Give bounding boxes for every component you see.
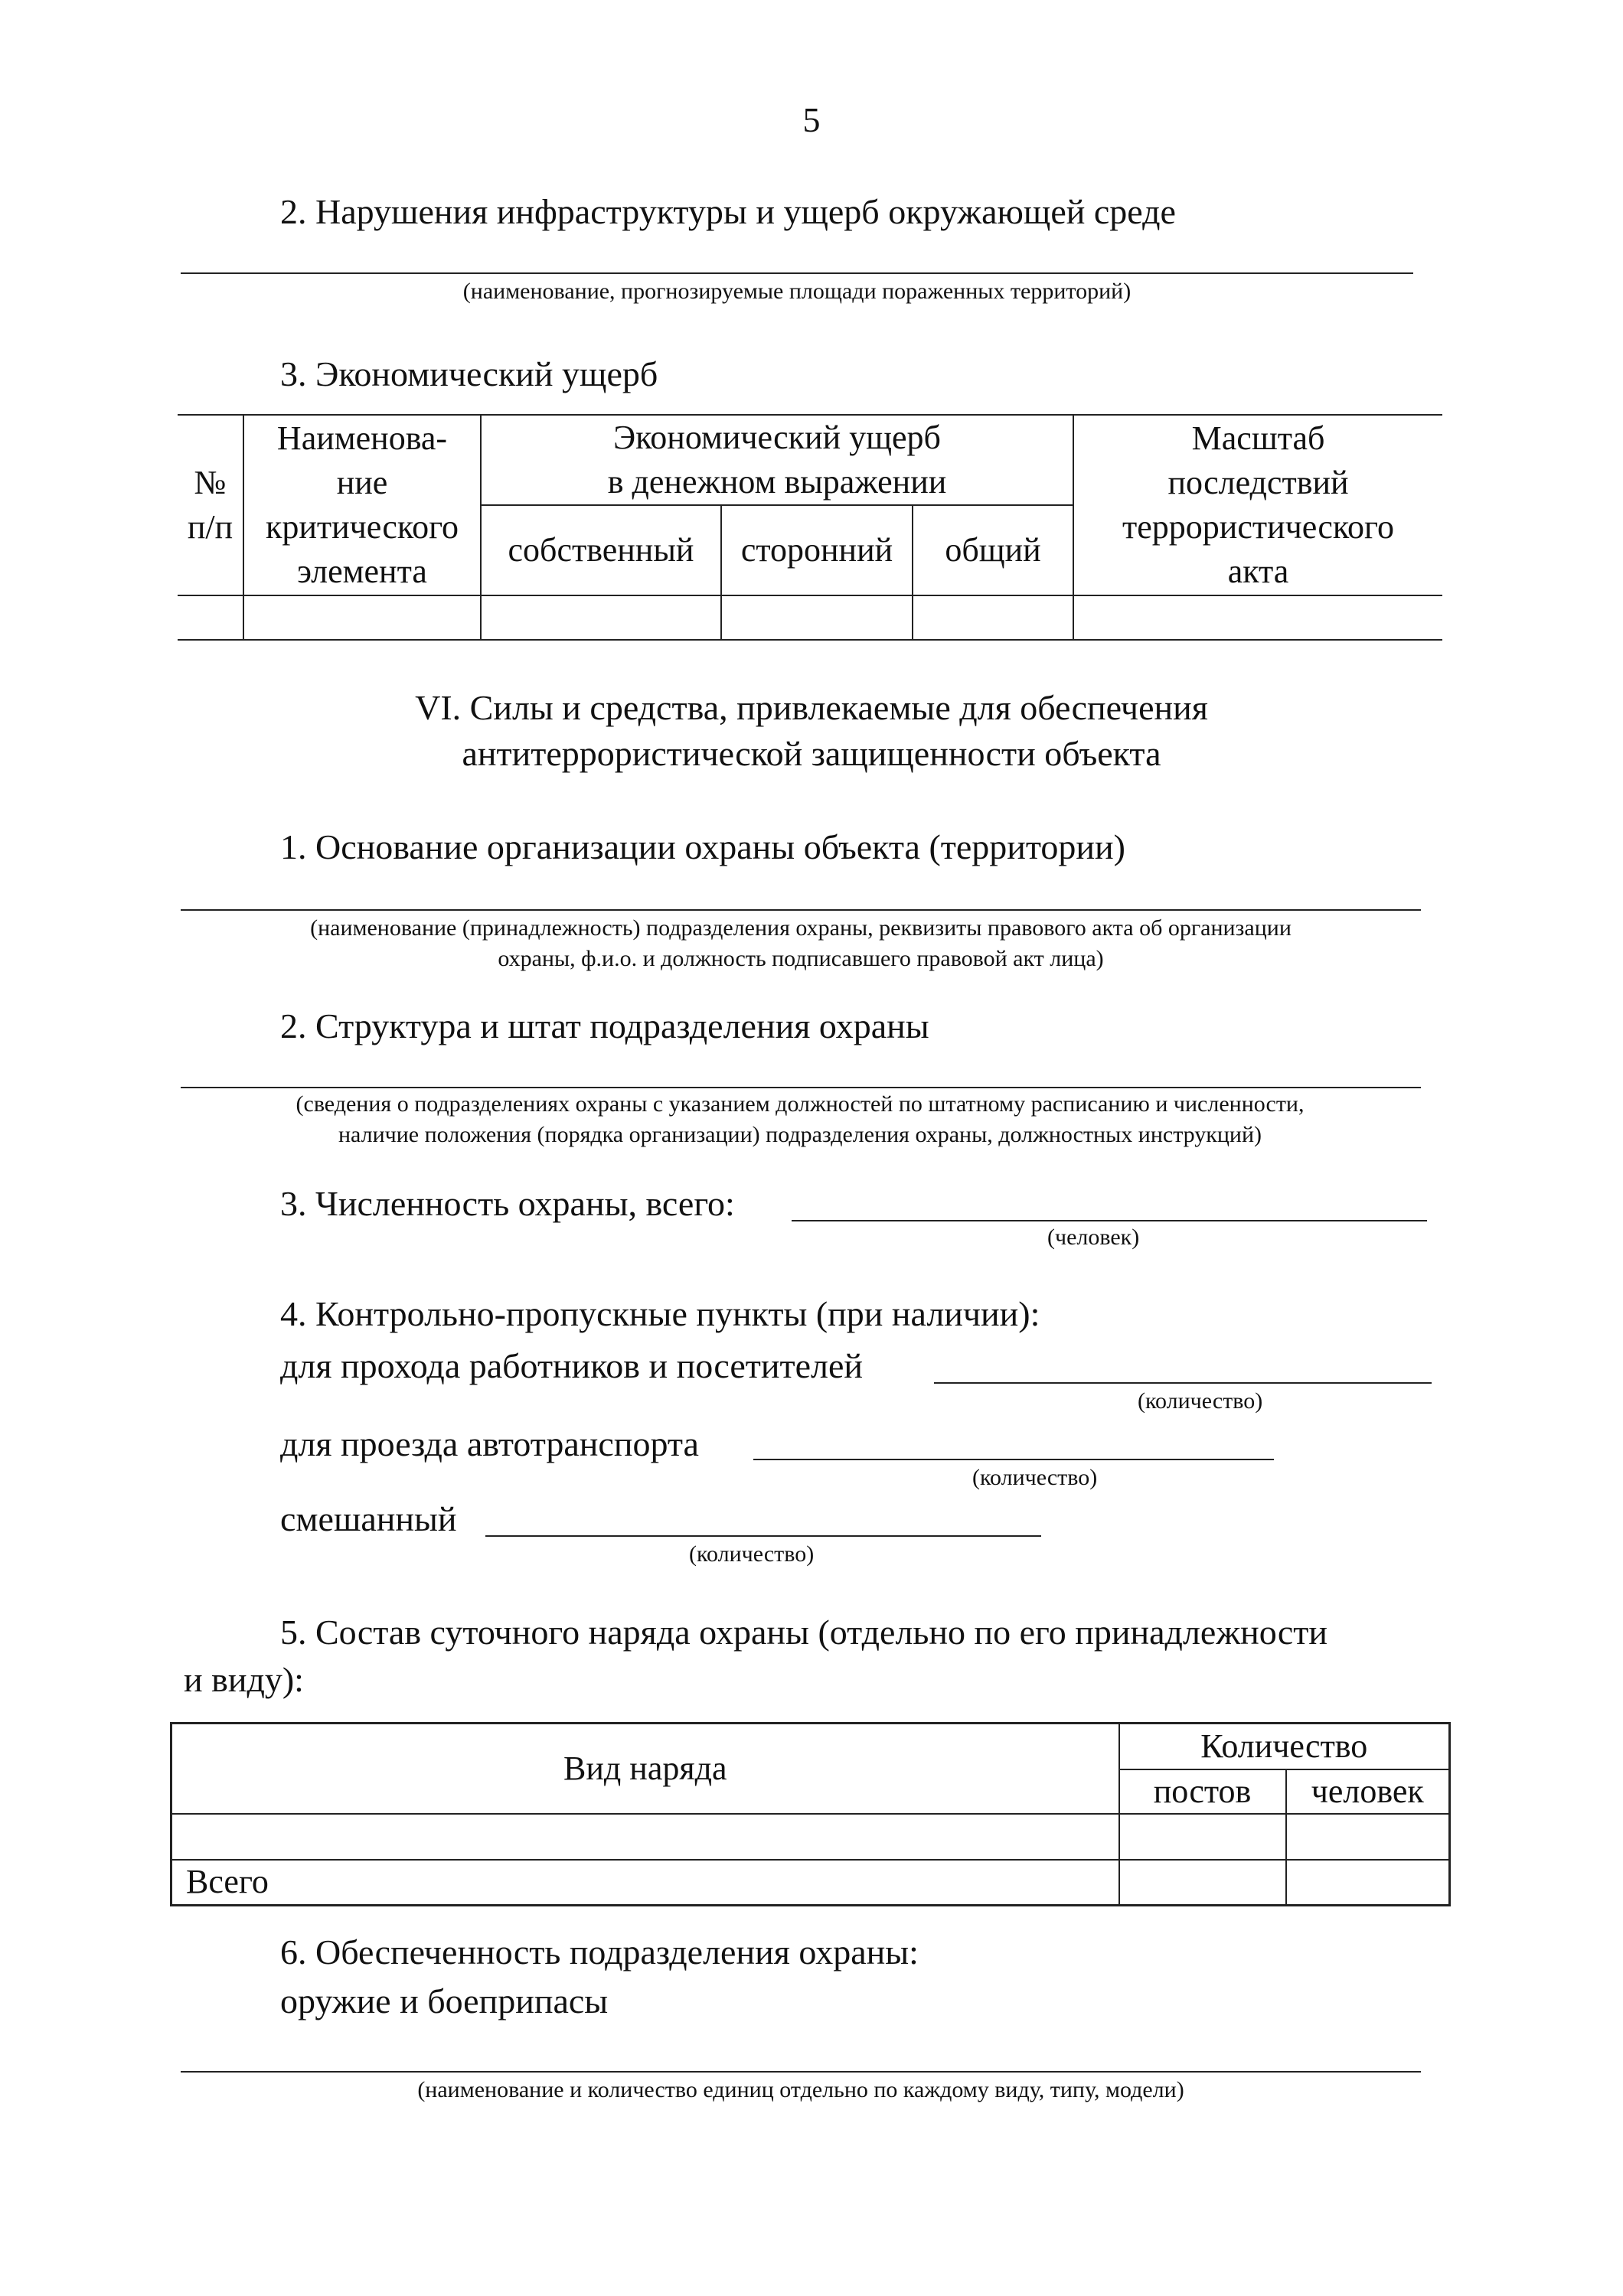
- checkpoint-walk-caption: (количество): [1138, 1388, 1263, 1414]
- table-cell: [1286, 1860, 1450, 1906]
- col-header-own: собственный: [481, 505, 721, 595]
- checkpoint-vehicle-label: для проезда автотранспорта: [280, 1424, 699, 1463]
- economic-damage-title: 3. Экономический ущерб: [280, 354, 658, 393]
- guard-headcount-caption: (человек): [1047, 1225, 1140, 1250]
- col-header-number: № п/п: [178, 415, 243, 595]
- page-number: 5: [802, 100, 821, 139]
- guard-equipment-caption: (наименование и количество единиц отдельно по каждому виду, типу, модели): [417, 2077, 1184, 2102]
- checkpoint-walk-input-line[interactable]: [934, 1382, 1432, 1384]
- col-header-posts: постов: [1119, 1769, 1286, 1814]
- guard-headcount-input-line[interactable]: [792, 1220, 1427, 1221]
- table-row: [171, 1814, 1450, 1860]
- table-row: [178, 595, 1442, 640]
- section-vi-heading-line1: VI. Силы и средства, привлекаемые для обеспечения: [415, 688, 1208, 727]
- total-label: Всего: [171, 1860, 1119, 1906]
- checkpoint-vehicle-caption: (количество): [972, 1465, 1098, 1490]
- table-cell: [178, 595, 243, 640]
- guard-structure-caption-line2: наличие положения (порядка организации) подразделения охраны, должностных инструкций): [338, 1122, 1262, 1147]
- daily-duty-table: [170, 1722, 1451, 1906]
- table-cell: [243, 595, 481, 640]
- economic-damage-table: [178, 414, 1442, 641]
- daily-duty-title-line1: 5. Состав суточного наряда охраны (отдельно по его принадлежности: [280, 1613, 1328, 1652]
- checkpoint-vehicle-input-line[interactable]: [753, 1459, 1274, 1460]
- infrastructure-title: 2. Нарушения инфраструктуры и ущерб окружающей среде: [280, 192, 1176, 231]
- guard-equipment-title: 6. Обеспеченность подразделения охраны:: [280, 1932, 919, 1971]
- guard-structure-caption-line1: (сведения о подразделениях охраны с указанием должностей по штатному расписанию и численности,: [296, 1091, 1305, 1117]
- infrastructure-caption: (наименование, прогнозируемые площади пораженных территорий): [462, 279, 1132, 304]
- guard-structure-fill-line: [181, 1087, 1421, 1088]
- checkpoint-mixed-label: смешанный: [280, 1499, 457, 1538]
- guard-equipment-weapons: оружие и боеприпасы: [280, 1981, 609, 2020]
- col-header-scale: Масштаб последствий террористического акта: [1073, 415, 1442, 595]
- table-cell: [1119, 1860, 1286, 1906]
- col-header-total: общий: [913, 505, 1073, 595]
- col-header-duty-type: Вид наряда: [171, 1724, 1119, 1814]
- checkpoint-mixed-input-line[interactable]: [485, 1535, 1041, 1537]
- guard-basis-caption-line2: охраны, ф.и.о. и должность подписавшего правовой акт лица): [498, 946, 1104, 971]
- checkpoint-mixed-caption: (количество): [689, 1541, 815, 1567]
- infrastructure-fill-line: [181, 272, 1413, 274]
- table-row-total: [171, 1860, 1450, 1906]
- guard-basis-title: 1. Основание организации охраны объекта (территории): [280, 827, 1125, 866]
- daily-duty-title-line2: и виду):: [184, 1660, 304, 1699]
- table-cell: [1073, 595, 1442, 640]
- section-vi-heading-line2: антитеррористической защищенности объекта: [462, 734, 1161, 773]
- checkpoints-title: 4. Контрольно-пропускные пункты (при наличии):: [280, 1294, 1040, 1333]
- col-header-economic-damage: Экономический ущерб в денежном выражении: [481, 415, 1073, 505]
- guard-basis-caption-line1: (наименование (принадлежность) подразделения охраны, реквизиты правового акта об организации: [310, 915, 1292, 941]
- table-cell: [481, 595, 721, 640]
- col-header-quantity: Количество: [1119, 1724, 1450, 1769]
- col-header-people: человек: [1286, 1769, 1450, 1814]
- table-cell: [1119, 1814, 1286, 1860]
- col-header-third-party: сторонний: [721, 505, 913, 595]
- col-header-element-name: Наименова- ние критического элемента: [243, 415, 481, 595]
- guard-basis-fill-line: [181, 909, 1421, 911]
- table-cell: [1286, 1814, 1450, 1860]
- guard-headcount-label: 3. Численность охраны, всего:: [280, 1184, 735, 1223]
- table-cell: [171, 1814, 1119, 1860]
- guard-equipment-fill-line: [181, 2071, 1421, 2073]
- table-cell: [721, 595, 913, 640]
- guard-structure-title: 2. Структура и штат подразделения охраны: [280, 1006, 929, 1045]
- checkpoint-walk-label: для прохода работников и посетителей: [280, 1346, 864, 1385]
- table-cell: [913, 595, 1073, 640]
